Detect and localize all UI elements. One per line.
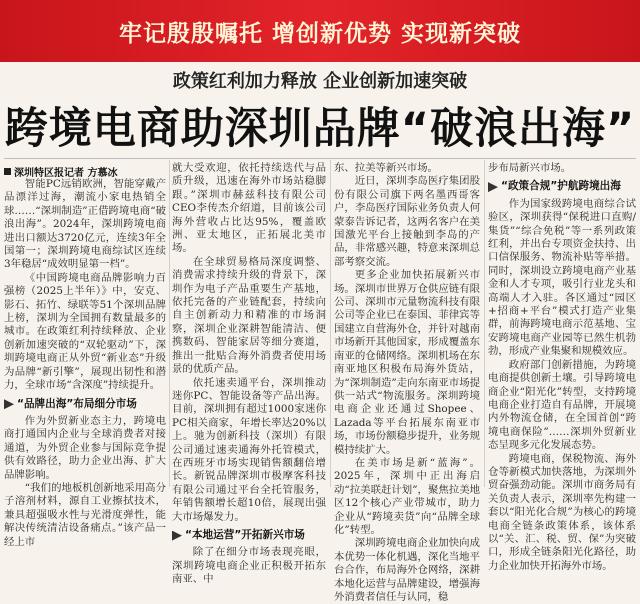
paragraph: 作为外贸新业态主力，跨境电商打通国内企业与全球消费者对接通道，为外贸企业参与国际竞争提供有效路径，助力企业出海、扩大品牌影响。 <box>4 414 166 481</box>
article-column-1 <box>4 178 166 548</box>
article-column-4 <box>488 162 636 572</box>
paragraph: 东、拉美等新兴市场。 <box>334 162 438 174</box>
banner-slogan: 牢记殷殷嘱托 增创新优势 实现新突破 <box>118 20 521 47</box>
paragraph: 作为国家级跨境电商综合试验区，深圳获得“保税进口直购/集货”“综合免税”等一系列政策红利，并出台专项资金扶持、出口信保服务、物流补贴等举措。同时，深圳设立跨境电商产业基金和人才专项，吸引行业龙头和高端人才入驻。各区通过“园区+招商+平台”模式打造产业集群，前海跨境电商示范基地、宝安跨境电商产业园等已然生机勃勃，形成产业集聚和规模效应。 <box>488 197 636 358</box>
title-divider <box>4 158 636 159</box>
paragraph: 更多企业加快拓展新兴市场。深圳市世界万仓供应链有限公司、深圳市元量物流科技有限公司等企业已在泰国、菲律宾等国建立自营海外仓，并针对越南市场新开其他国家，形成覆盖东南亚的仓储网络。深圳机场在东南亚地区积极布局海外货站，为“深圳制造”走向东南亚市场提供一站式“物流服务。深圳跨境电商企业还通过Shopee、Lazada等平台拓展东南亚市场，市场份额稳步提升，业务规模持续扩大。 <box>334 269 480 456</box>
section-heading: “品牌出海”布局细分市场 <box>4 398 166 411</box>
byline-text: 深圳特区报记者 方慕冰 <box>14 168 118 179</box>
column-divider <box>484 160 485 487</box>
byline <box>4 164 117 179</box>
paragraph: 依托速卖通平台，深圳推动迷你PC、智能设备等产品出海。目前，深圳拥有超过1000家迷你PC相关商家，年增长率达20%以上。驰为创新科技（深圳）有限公司通过速卖通海外托管模式，在西班牙市场实现销售额翻倍增长。新锐品牌深圳市极摩客科技有限公司通过平台全托管服务，年销售额增长超10倍，展现出强大市场爆发力。 <box>172 376 326 523</box>
section-heading: “本地运营”开拓新兴市场 <box>172 529 326 542</box>
paragraph: 深圳跨境电商企业加快向成本优势一体化机遇，深化当地平台合作，布局海外仓网络，深耕本地化运营与品牌建设，增强海外消费者信任与认同，稳 <box>334 537 480 603</box>
paragraph: 政府部门创新措施，为跨境电商提供创新土壤。引导跨境电商企业“阳光化”转型，支持跨境电商企业打造自有品牌，开展境内外物流仓储，在全国首创“跨境电商保险”……深圳外贸新业态呈现多元化发展态势。 <box>488 358 636 452</box>
column-divider <box>169 160 170 487</box>
paragraph: “我们的地板机创新地采用高分子溶剂材料，源自工业擦拭技术，兼具超强吸水性与光滑度弹性，能解决传统清洁设备痛点。”该产品一经上市 <box>4 481 166 548</box>
article-subtitle: 政策红利加力释放 企业创新加速突破 <box>172 71 468 92</box>
paragraph: 近日，深圳李岛医疗集团股份有限公司旗下两名墨西哥客户，李岛医疗国际业务负责人何蒙泰告诉记者，这两名客户在美国激光平台上接触到李岛的产品，非常感兴趣，特意来深圳总部考察交流。 <box>334 175 480 268</box>
column-divider <box>330 160 331 487</box>
article-column-2 <box>172 162 326 586</box>
paragraph: 在全球贸易格局深度调整、消费需求持续升级的背景下，深圳作为电子产品重要生产基地，依托完备的产业链配套，持续向自主创新动力和精准的市场洞察，深圳企业深耕智能清洁、便携数码、智能家居等细分赛道，推出一批贴合海外消费者使用场景的优质产品。 <box>172 255 326 376</box>
paragraph: 在美市场是新“蓝海”。2025年，深圳中正出海启动“拉美联赶计划”，聚焦拉美地区12个核心产业带城市，助力企业从“跨境卖货”向“品牌全球化”转型。 <box>334 456 480 536</box>
section-heading: “政策合规”护航跨境出海 <box>488 180 636 193</box>
paragraph: 跨境电商，保税物流、海外仓等新模式加快落地，为深圳外贸奋强劲动能。深圳市商务局有关负责人表示，深圳率先构建一套以“阳光化合规”为核心的跨境电商全链条政策体系，该体系以“关、汇、税、贸、保”为突破口，形成全链条阳光化路径，助力企业加快开拓海外市场。 <box>488 452 636 572</box>
article-title: 跨境电商助深圳品牌“破浪出海” <box>4 104 636 154</box>
paragraph: 就大受欢迎，依托持续迭代与品质升级，迅速在海外市场站稳脚跟。”深圳市赫兹科技有限公司CEO李传杰介绍道，目前该公司海外营收占比达95%，覆盖欧洲、亚太地区，正拓展北美市场。 <box>172 162 326 255</box>
article-column-3 <box>334 162 480 603</box>
square-bullet-icon <box>4 168 11 175</box>
paragraph: 智能PC远销欧洲，智能穿戴产品漂洋过海，潮流小家电热销全球……“深圳制造”正借跨境电商“破浪出海”。2024年，深圳跨境电商进出口额达3720亿元，连续3年全国第一；深圳跨境电商综试区连续3年稳居“成效明显第一档”。 <box>4 178 166 271</box>
paragraph: 《中国跨境电商品牌影响力百强榜（2025上半年）》中，安克、影石、拓竹、绿联等51个深圳品牌上榜，深圳为全国拥有数量最多的城市。在政策红利持续释放、企业创新加速突破的“双轮驱动”下，深圳跨境电商正从外贸“新业态”升级为品牌“新引擎”，展现出韧性和潜力，全球市场“含深度”持续提升。 <box>4 271 166 392</box>
paragraph: 除了在细分市场表现亮眼，深圳跨境电商企业正积极开拓东南亚、中 <box>172 546 326 586</box>
paragraph: 步布局新兴市场。 <box>488 162 572 174</box>
